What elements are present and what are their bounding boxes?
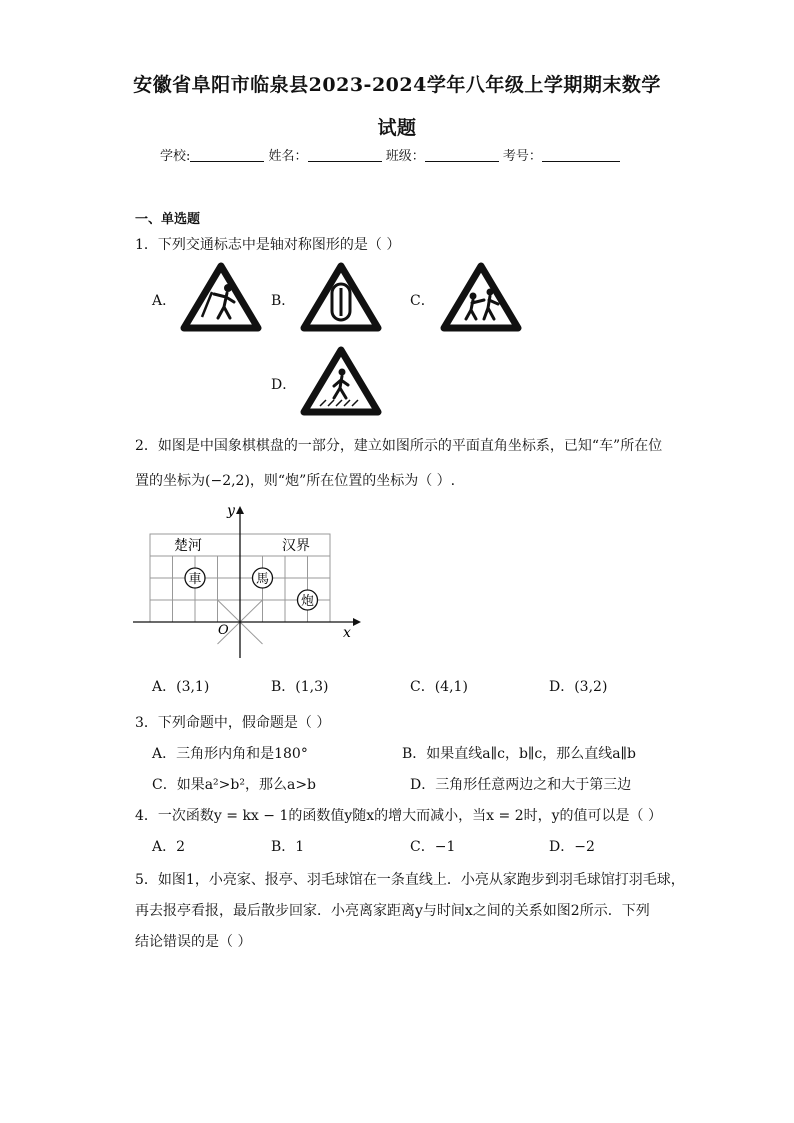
q2-option-b[interactable]: B．(1,3) (271, 679, 329, 695)
q1-stem: 1．下列交通标志中是轴对称图形的是（ ） (135, 237, 401, 253)
children-crossing-sign-icon (440, 262, 522, 336)
x-axis-label: x (343, 625, 351, 641)
q3-option-a[interactable]: A．三角形内角和是180° (152, 746, 308, 762)
q5-stem-line3: 结论错误的是（ ） (135, 934, 252, 950)
chess-board-figure (128, 500, 368, 669)
q3-stem: 3．下列命题中，假命题是（ ） (135, 715, 331, 731)
exam-title-line1: 安徽省阜阳市临泉县2023-2024学年八年级上学期期末数学 (133, 74, 661, 96)
q4-option-a[interactable]: A．2 (152, 839, 186, 855)
q2-stem-line2: 置的坐标为(−2,2)，则“炮”所在位置的坐标为（ ）. (135, 473, 456, 489)
q3-option-c[interactable]: C．如果a²>b²，那么a>b (152, 777, 317, 793)
name-label: 姓名： (268, 149, 308, 164)
cannon-piece: 炮 (300, 594, 315, 609)
crosswalk-sign-icon (300, 346, 382, 420)
q1-option-b-label: B． (271, 293, 296, 309)
class-blank[interactable] (425, 148, 499, 162)
q1-option-c-label: C． (410, 293, 435, 309)
q3-option-d[interactable]: D．三角形任意两边之和大于第三边 (410, 777, 632, 793)
q4-option-d[interactable]: D．−2 (549, 839, 595, 855)
q3-option-b[interactable]: B．如果直线a∥c，b∥c，那么直线a∥b (402, 746, 636, 762)
student-info-row (160, 145, 620, 164)
q5-stem-line1: 5．如图1，小亮家、报亭、羽毛球馆在一条直线上．小亮从家跑步到羽毛球馆打羽毛球， (135, 872, 685, 888)
q2-option-a[interactable]: A．(3,1) (152, 679, 210, 695)
exam-title-line2: 试题 (377, 117, 417, 139)
q2-stem-line1: 2．如图是中国象棋棋盘的一部分，建立如图所示的平面直角坐标系，已知“车”所在位 (135, 438, 663, 454)
q4-stem: 4．一次函数y = kx − 1的函数值y随x的增大而减小，当x = 2时，y的值可以是（ ） (135, 808, 662, 824)
horse-piece: 馬 (255, 572, 270, 587)
river-label-right: 汉界 (282, 538, 310, 554)
section-heading: 一、单选题 (135, 212, 201, 227)
class-label: 班级： (385, 149, 425, 164)
number-blank[interactable] (542, 148, 620, 162)
q1-option-d-label: D． (271, 377, 297, 393)
chariot-piece: 車 (188, 572, 202, 587)
q4-option-b[interactable]: B．1 (271, 839, 305, 855)
river-label-left: 楚河 (174, 538, 202, 554)
pedestrian-warning-sign-icon (180, 262, 262, 336)
q5-stem-line2: 再去报亭看报，最后散步回家．小亮离家距离y与时间x之间的关系如图2所示．下列 (135, 903, 650, 919)
q4-option-c[interactable]: C．−1 (410, 839, 456, 855)
narrow-road-sign-icon (300, 262, 382, 336)
q2-option-c[interactable]: C．(4,1) (410, 679, 468, 695)
q2-option-d[interactable]: D．(3,2) (549, 679, 608, 695)
number-label: 考号： (502, 149, 542, 164)
school-label: 学校: (160, 149, 191, 164)
name-blank[interactable] (308, 148, 382, 162)
school-blank[interactable] (190, 148, 264, 162)
q1-option-a-label: A． (152, 293, 177, 309)
origin-label: O (218, 623, 229, 638)
y-axis-label: y (227, 503, 235, 519)
